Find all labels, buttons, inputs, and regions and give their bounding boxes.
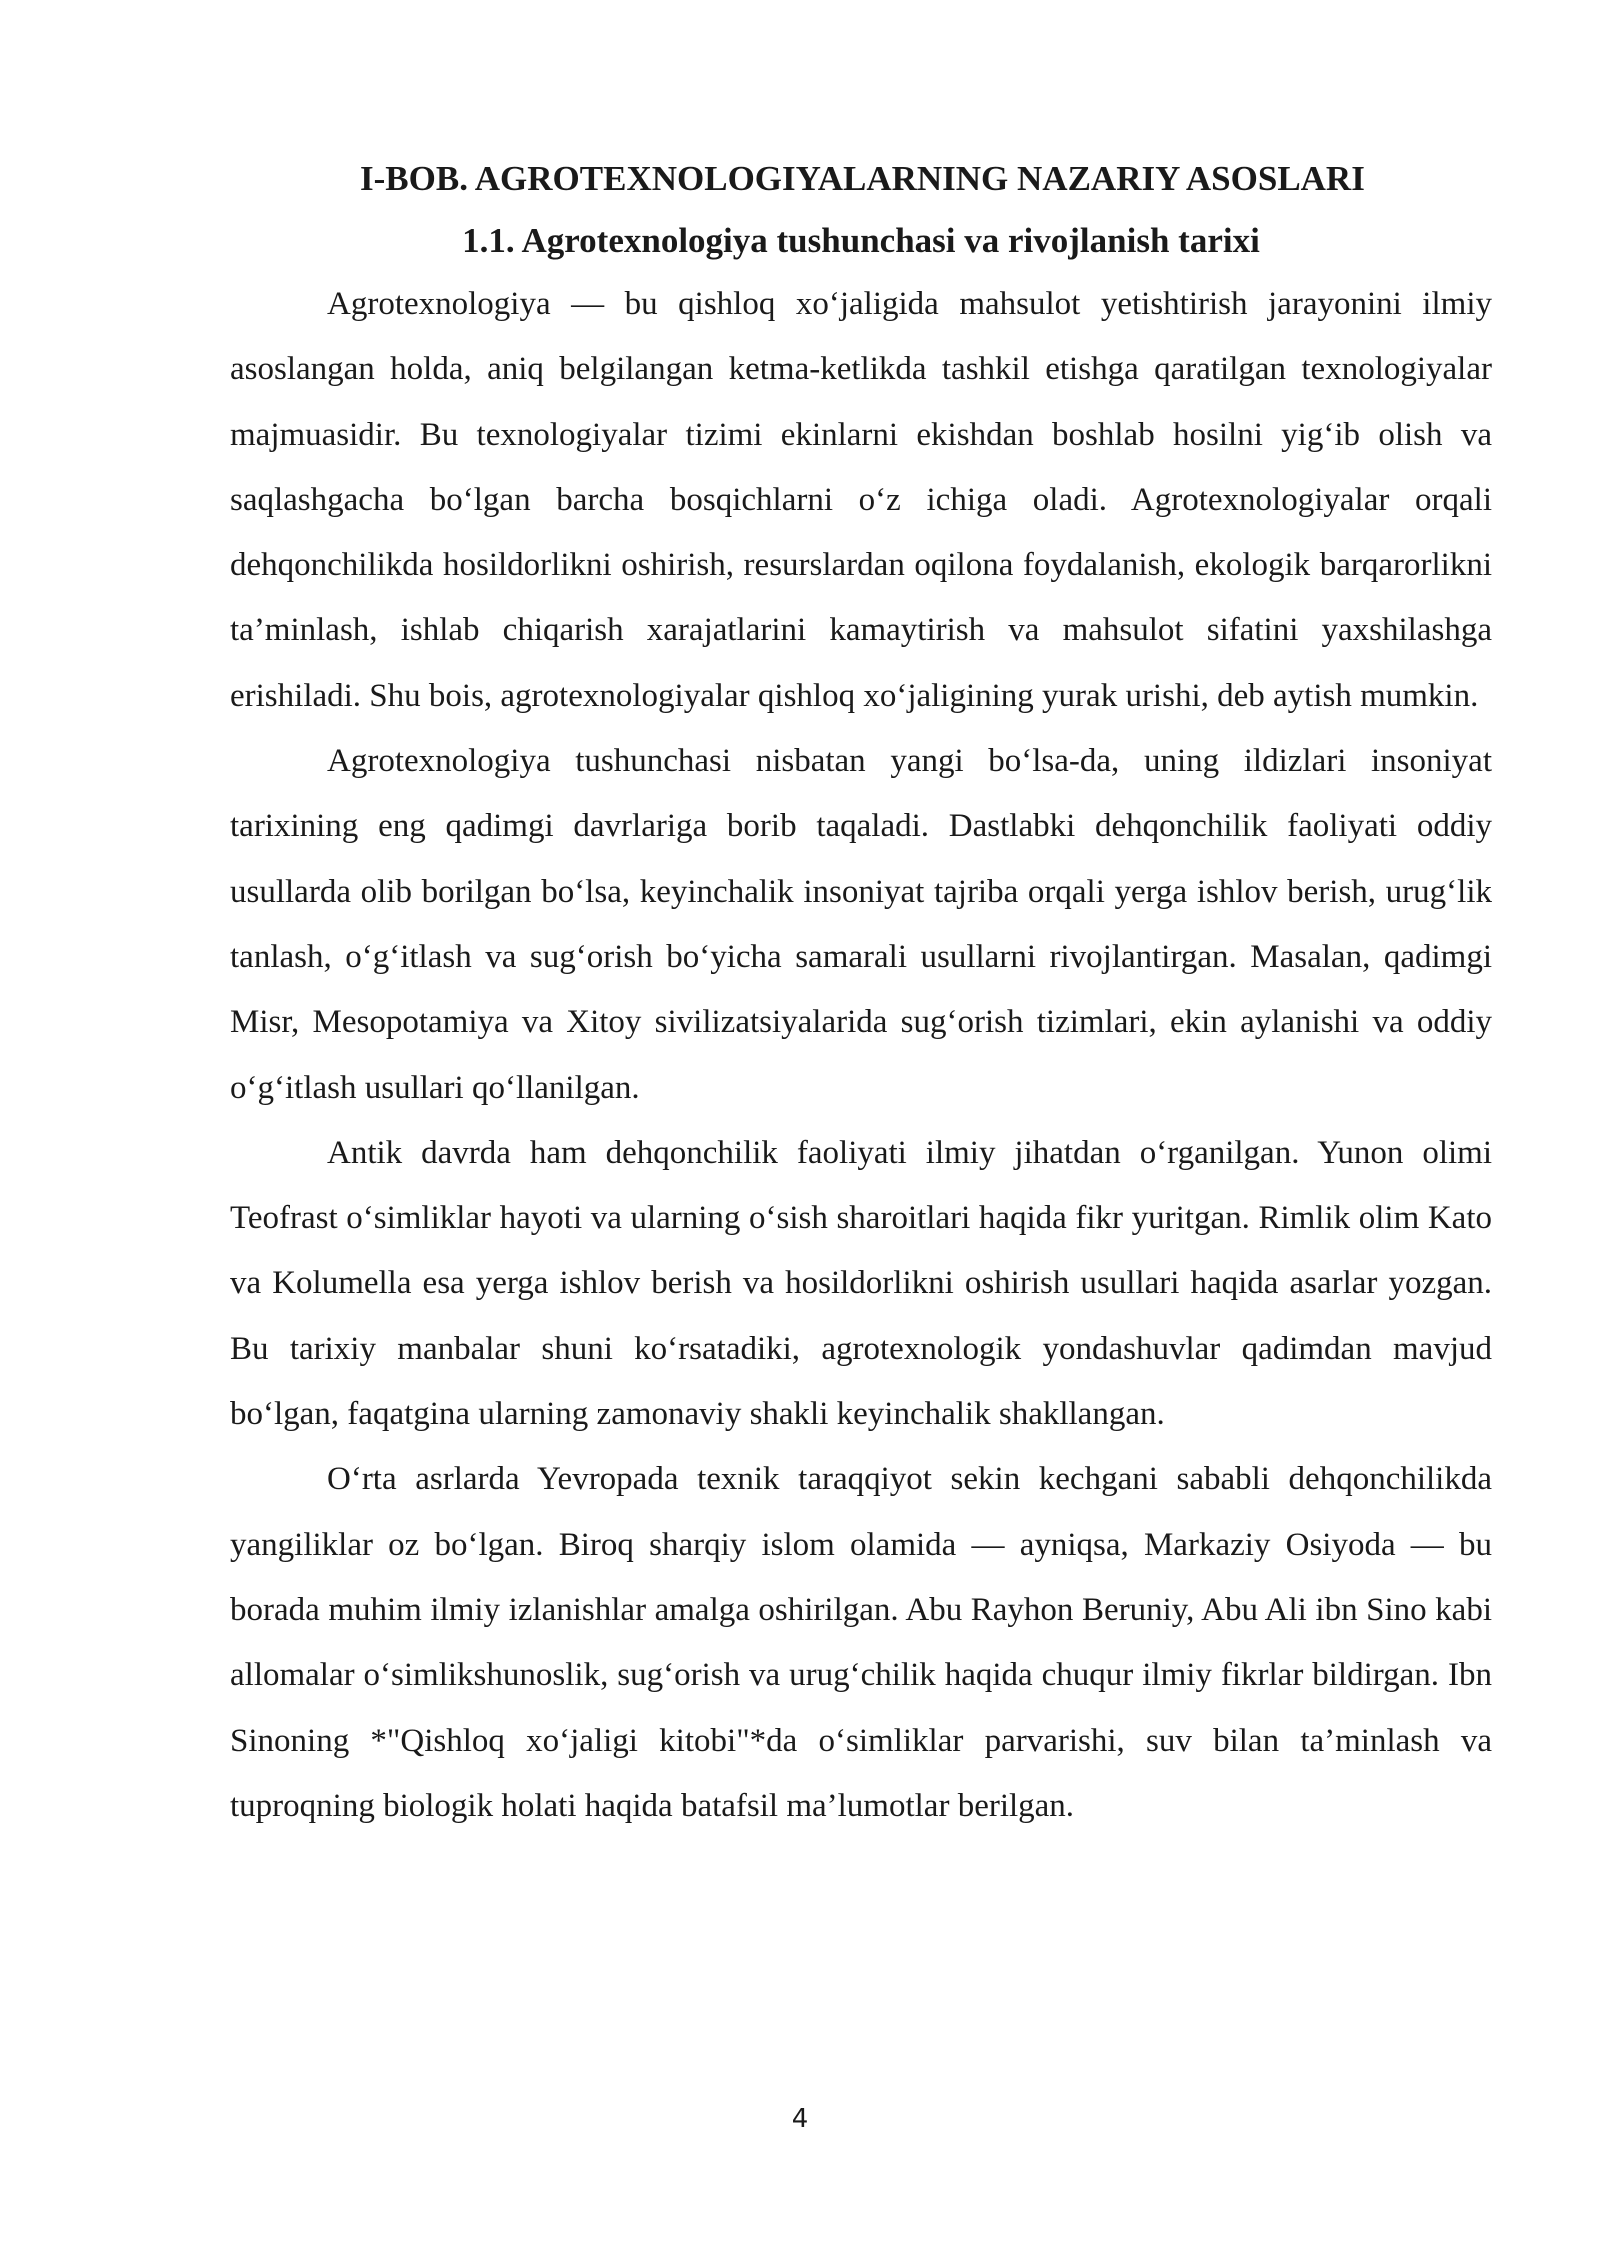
page-content [230,148,1492,1839]
paragraph-3: Antik davrda ham dehqonchilik faoliyati ilmiy jihatdan o‘rganilgan. Yunon olimi Teofrast o‘simliklar hayoti va ularning o‘sish sharoitlari haqida fikr yuritgan. Rimlik olim Kato va Kolumella esa yerga ishlov berish va hosildorlikni oshirish usullari haqida asarlar yozgan. Bu tarixiy manbalar shuni ko‘rsatadiki, agrotexnologik yondashuvlar qadimdan mavjud bo‘lgan, faqatgina ularning zamonaviy shakli keyinchalik shakllangan. [230,1134,1492,1433]
chapter-title: I-BOB. AGROTEXNOLOGIYALARNING NAZARIY ASOSLARI [360,159,1365,198]
paragraph-2: Agrotexnologiya tushunchasi nisbatan yangi bo‘lsa-da, uning ildizlari insoniyat tarixining eng qadimgi davrlariga borib taqaladi. Dastlabki dehqonchilik faoliyati oddiy usullarda olib borilgan bo‘lsa, keyinchalik insoniyat tajriba orqali yerga ishlov berish, urug‘lik tanlash, o‘g‘itlash va sug‘orish bo‘yicha samarali usullarni rivojlantirgan. Masalan, qadimgi Misr, Mesopotamiya va Xitoy sivilizatsiyalarida sug‘orish tizimlari, ekin aylanishi va oddiy o‘g‘itlash usullari qo‘llanilgan. [230,743,1492,1106]
paragraph-4: O‘rta asrlarda Yevropada texnik taraqqiyot sekin kechgani sababli dehqonchilikda yangiliklar oz bo‘lgan. Biroq sharqiy islom olamida — ayniqsa, Markaziy Osiyoda — bu borada muhim ilmiy izlanishlar amalga oshirilgan. Abu Rayhon Beruniy, Abu Ali ibn Sino kabi allomalar o‘simlikshunoslik, sug‘orish va urug‘chilik haqida chuqur ilmiy fikrlar bildirgan. Ibn Sinoning *"Qishloq xo‘jaligi kitobi"*da o‘simliklar parvarishi, suv bilan ta’minlash va tuproqning biologik holati haqida batafsil ma’lumotlar berilgan. [230,1461,1492,1824]
page-number: 4 [791,2104,809,2134]
paragraph-1: Agrotexnologiya — bu qishloq xo‘jaligida mahsulot yetishtirish jarayonini ilmiy asoslangan holda, aniq belgilangan ketma-ketlikda tashkil etishga qaratilgan texnologiyalar majmuasidir. Bu texnologiyalar tizimi ekinlarni ekishdan boshlab hosilni yig‘ib olish va saqlashgacha bo‘lgan barcha bosqichlarni o‘z ichiga oladi. Agrotexnologiyalar orqali dehqonchilikda hosildorlikni oshirish, resurslardan oqilona foydalanish, ekologik barqarorlikni ta’minlash, ishlab chiqarish xarajatlarini kamaytirish va mahsulot sifatini yaxshilashga erishiladi. Shu bois, agrotexnologiyalar qishloq xo‘jaligining yurak urishi, deb aytish mumkin. [230,286,1492,714]
section-title: 1.1. Agrotexnologiya tushunchasi va rivojlanish tarixi [462,221,1260,260]
